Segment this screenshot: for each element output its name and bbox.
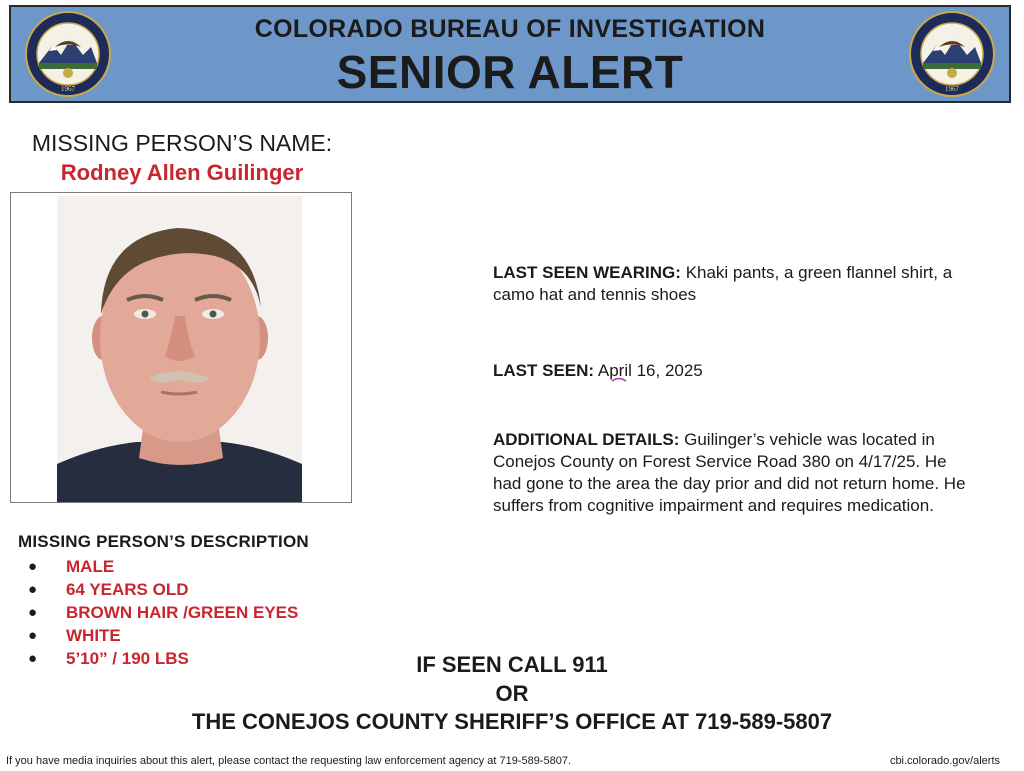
cta-call-911: IF SEEN CALL 911 — [416, 652, 608, 677]
last-seen-date: LAST SEEN: April 16, 2025 — [493, 361, 703, 380]
person-portrait-icon — [57, 196, 302, 502]
additional-details: ADDITIONAL DETAILS: Guilinger’s vehicle was located in Conejos County on Forest Service Road 380 on 4/17/25. He had gone to the area the day prior and did not return home. He suffers from cognitive impairment and requires medication. — [493, 430, 966, 515]
cta-sheriff-phone: THE CONEJOS COUNTY SHERIFF’S OFFICE AT 719-589-5807 — [191, 709, 833, 734]
svg-text:1967: 1967 — [945, 85, 959, 93]
bullet-icon: ● — [28, 627, 38, 644]
svg-text:1967: 1967 — [61, 85, 75, 93]
bullet-icon: ● — [28, 650, 38, 667]
alerts-website-link[interactable]: cbi.colorado.gov/alerts — [889, 755, 1000, 767]
alert-title: SENIOR ALERT — [336, 46, 684, 98]
text-cursor-icon — [611, 376, 627, 382]
missing-person-name-label: MISSING PERSON’S NAME: — [31, 130, 333, 156]
missing-person-photo — [57, 196, 302, 502]
description-item-age: ● 64 YEARS OLD — [28, 580, 189, 599]
cbi-seal-icon — [909, 11, 995, 97]
description-item-race: ● WHITE — [28, 626, 121, 645]
agency-name: COLORADO BUREAU OF INVESTIGATION — [254, 15, 766, 43]
description-item-hair-eyes: ● BROWN HAIR /GREEN EYES — [28, 603, 299, 622]
cta-or: OR — [495, 681, 529, 706]
alert-header — [9, 5, 1011, 103]
description-item-sex: ● MALE — [28, 557, 115, 576]
bullet-icon: ● — [28, 581, 38, 598]
bullet-icon: ● — [28, 558, 38, 575]
description-item-height-weight: ● 5’10” / 190 LBS — [28, 649, 189, 668]
media-inquiries-note: If you have media inquiries about this alert, please contact the requesting law enforcement agency at 719-589-5807. — [6, 755, 572, 767]
last-seen-wearing: LAST SEEN WEARING: Khaki pants, a green flannel shirt, a camo hat and tennis shoes — [493, 263, 953, 304]
bullet-icon: ● — [28, 604, 38, 621]
photo-frame — [10, 192, 352, 503]
missing-person-name: Rodney Allen Guilinger — [60, 160, 304, 185]
description-heading: MISSING PERSON’S DESCRIPTION — [18, 532, 309, 551]
